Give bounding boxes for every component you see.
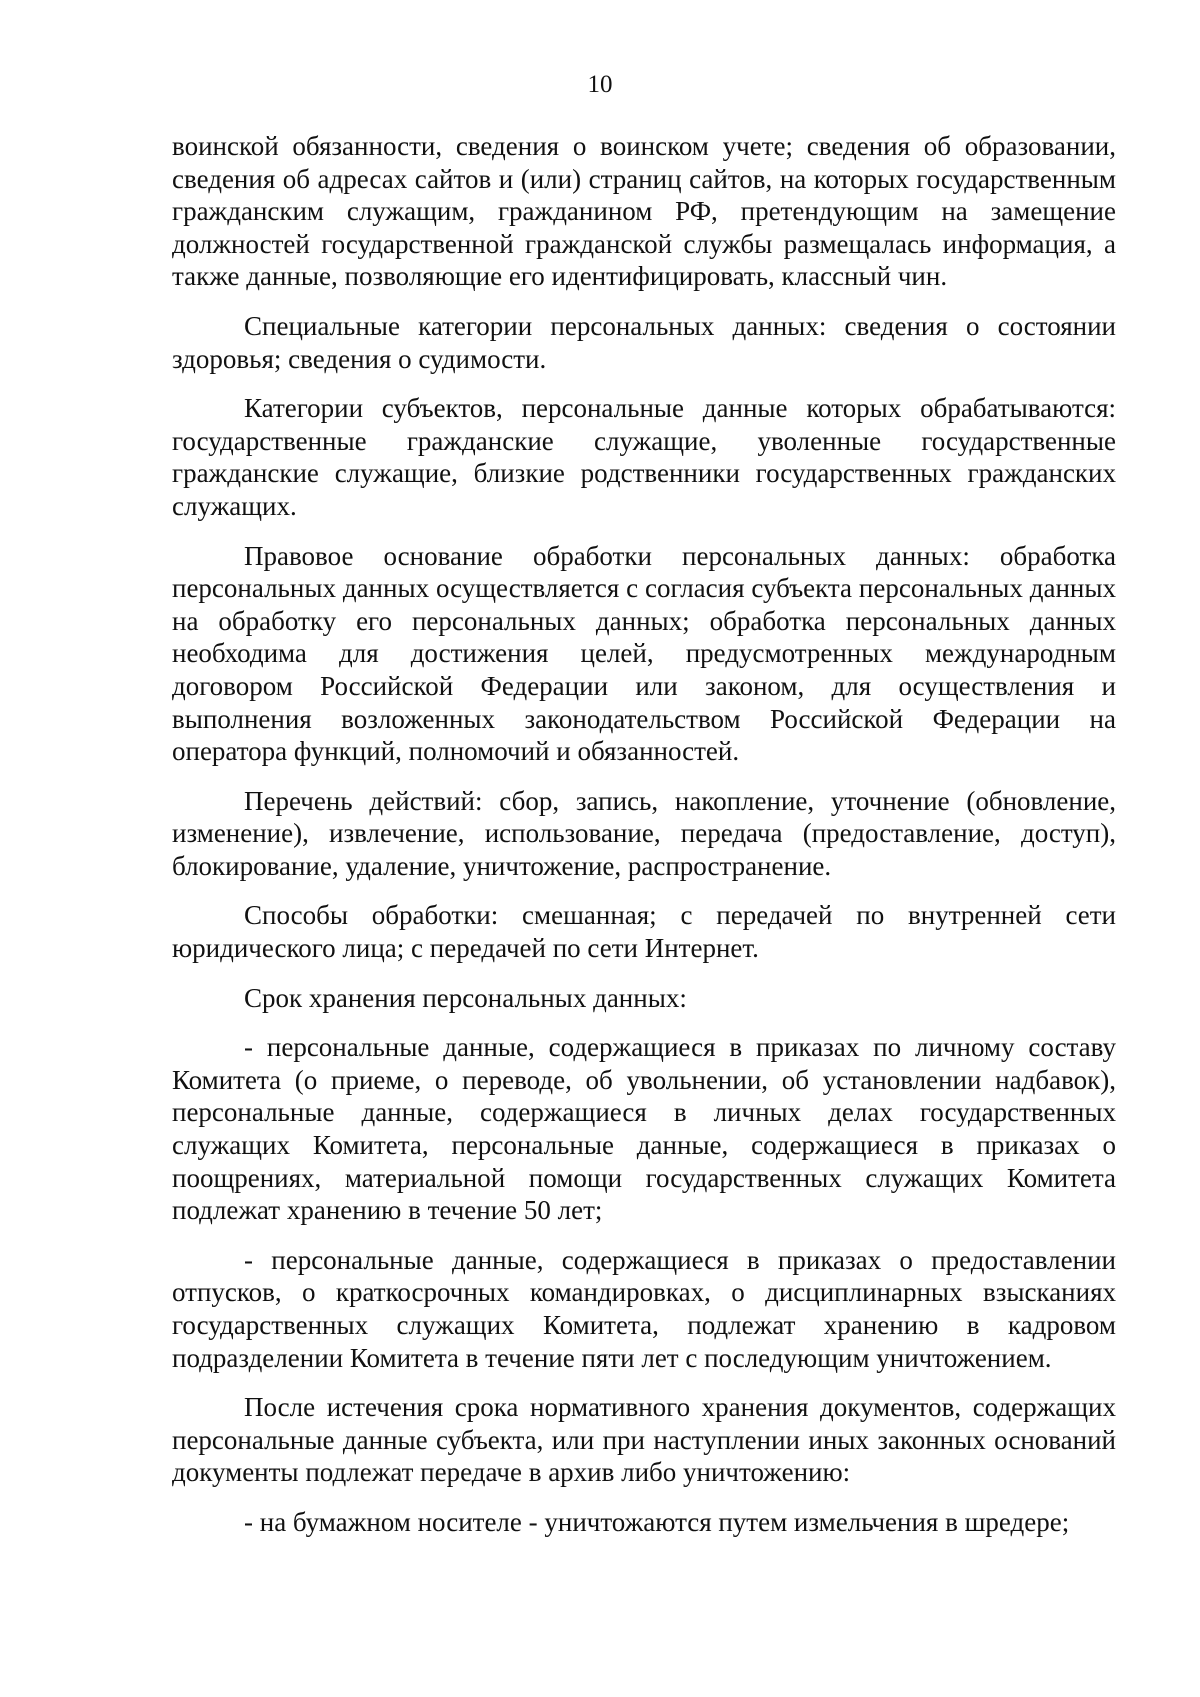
paragraph-legal-basis: Правовое основание обработки персональных данных: обработка персональных данных осуществляется с согласия субъекта персональных данных на обработку его персональных данных; обработка персональных данных необходима для достижения целей, предусмотренных международным договором Российской Федерации или законом, для осуществления и выполнения возложенных законодательством Российской Федерации на оператора функций, полномочий и обязанностей. (172, 540, 1116, 767)
paragraph-storage-5-years: - персональные данные, содержащиеся в приказах о предоставлении отпусков, о краткосрочных командировках, о дисциплинарных взысканиях государственных служащих Комитета, подлежат хранению в кадровом подразделении Комитета в течение пяти лет с последующим уничтожением. (172, 1244, 1116, 1373)
paragraph-processing-methods: Способы обработки: смешанная; с передачей по внутренней сети юридического лица; с передачей по сети Интернет. (172, 900, 1116, 964)
paragraph-military-education: воинской обязанности, сведения о воинском учете; сведения об образовании, сведения об адресах сайтов и (или) страниц сайтов, на которых государственным гражданским служащим, гражданином РФ, претендующим на замещение должностей государственной гражданской службы размещалась информация, а также данные, позволяющие его идентифицировать, классный чин. (172, 131, 1116, 292)
paragraph-special-categories: Специальные категории персональных данных: сведения о состоянии здоровья; сведения о судимости. (172, 310, 1116, 374)
paragraph-after-expiration: После истечения срока нормативного хранения документов, содержащих персональные данные субъекта, или при наступлении иных законных оснований документы подлежат передаче в архив либо уничтожению: (172, 1392, 1116, 1488)
page-number: 10 (587, 71, 613, 98)
paragraph-subject-categories: Категории субъектов, персональные данные которых обрабатываются: государственные гражданские служащие, уволенные государственные гражданские служащие, близкие родственники государственных гражданских служащих. (172, 393, 1116, 521)
paragraph-paper-shredding: - на бумажном носителе - уничтожаются путем измельчения в шредере; (244, 1506, 1070, 1537)
paragraph-actions-list: Перечень действий: сбор, запись, накопление, уточнение (обновление, изменение), извлечение, использование, передача (предоставление, доступ), блокирование, удаление, уничтожение, распространение. (172, 785, 1116, 881)
paragraph-storage-period: Срок хранения персональных данных: (244, 982, 687, 1013)
document-body (172, 130, 1116, 1556)
paragraph-storage-50-years: - персональные данные, содержащиеся в приказах по личному составу Комитета (о приеме, о переводе, об увольнении, об установлении надбавок), персональные данные, содержащиеся в личных делах государственных служащих Комитета, персональные данные, содержащиеся в приказах о поощрениях, материальной помощи государственных служащих Комитета подлежат хранению в течение 50 лет; (172, 1032, 1116, 1226)
